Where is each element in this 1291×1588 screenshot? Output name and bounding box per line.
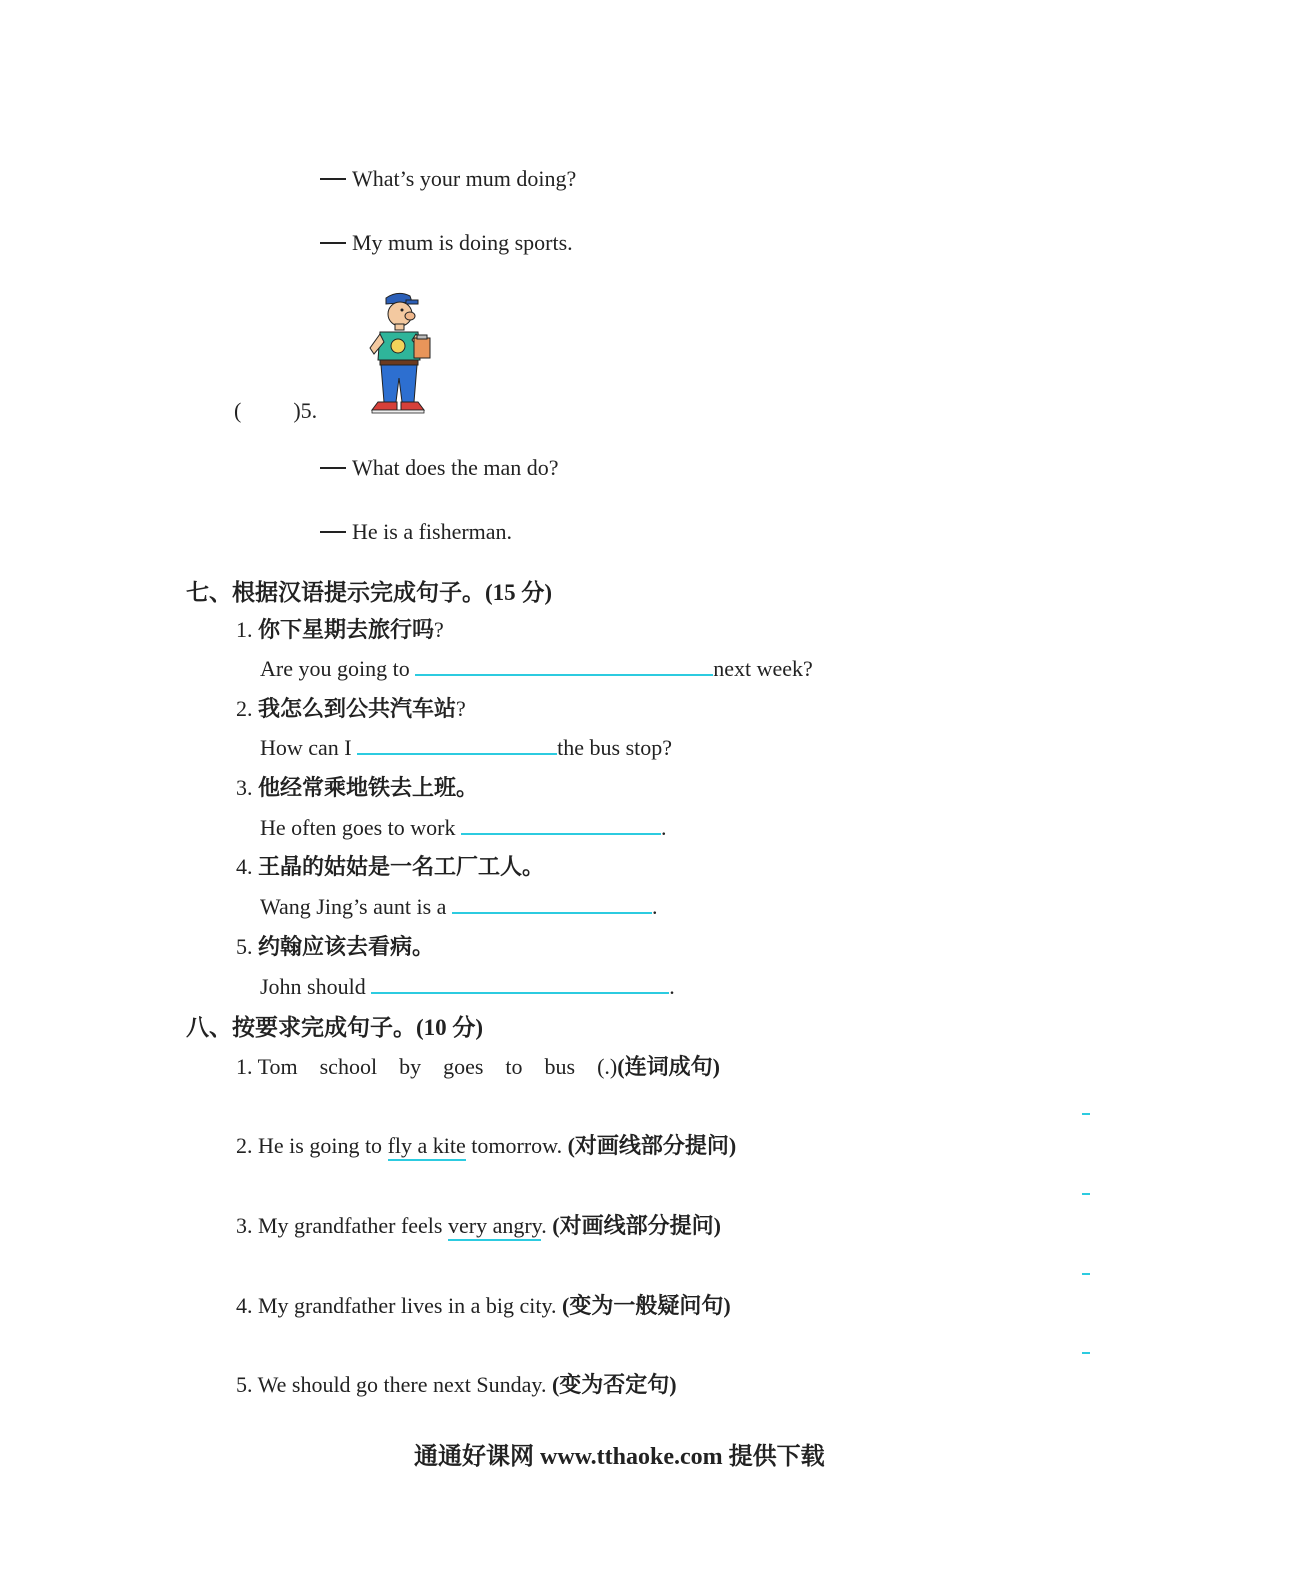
answer-line-marker[interactable] bbox=[1082, 1352, 1090, 1354]
dialog4-question: What’s your mum doing? bbox=[320, 166, 576, 192]
s8-item2: 2. He is going to fly a kite tomorrow. (对画线部分提问) bbox=[236, 1129, 736, 1160]
dash-icon bbox=[320, 531, 346, 533]
s7-item1-answer-blank[interactable] bbox=[415, 652, 713, 676]
s7-item2-answer-blank[interactable] bbox=[357, 731, 557, 755]
answer-line-marker[interactable] bbox=[1082, 1273, 1090, 1275]
s8-item3: 3. My grandfather feels very angry. (对画线部分提问) bbox=[236, 1209, 721, 1240]
section7-title: 七、根据汉语提示完成句子。(15 分) bbox=[186, 580, 553, 605]
s7-item1-english: Are you going to next week? bbox=[260, 652, 813, 682]
dialog4-answer: My mum is doing sports. bbox=[320, 230, 573, 256]
s7-item3-answer-blank[interactable] bbox=[461, 811, 661, 835]
dash-icon bbox=[320, 242, 346, 244]
answer-bracket[interactable]: ( )5. bbox=[234, 398, 318, 423]
s7-item5-english: John should . bbox=[260, 970, 675, 1000]
scramble-word: bus bbox=[544, 1054, 576, 1079]
s7-item5-chinese: 5. 约翰应该去看病。 bbox=[236, 934, 435, 959]
s8-item5: 5. We should go there next Sunday. (变为否定句) bbox=[236, 1372, 677, 1397]
man-with-clipboard-illustration bbox=[360, 290, 436, 416]
item5-answer: He is a fisherman. bbox=[320, 519, 512, 545]
s7-item4-answer-blank[interactable] bbox=[452, 890, 652, 914]
scramble-word: goes bbox=[443, 1054, 484, 1079]
dash-icon bbox=[320, 178, 346, 180]
s8-item4: 4. My grandfather lives in a big city. (变为一般疑问句) bbox=[236, 1293, 731, 1318]
s7-item2-chinese: 2. 我怎么到公共汽车站? bbox=[236, 696, 466, 721]
underlined-phrase: fly a kite bbox=[388, 1133, 466, 1161]
section8-title: 八、按要求完成句子。(10 分) bbox=[186, 1015, 484, 1040]
s7-item4-chinese: 4. 王晶的姑姑是一名工厂工人。 bbox=[236, 854, 545, 879]
s7-item3-chinese: 3. 他经常乘地铁去上班。 bbox=[236, 775, 479, 800]
scramble-word: to bbox=[505, 1054, 523, 1079]
underlined-phrase: very angry bbox=[448, 1213, 541, 1241]
s7-item2-english: How can I the bus stop? bbox=[260, 731, 672, 761]
footer-download-note: 通通好课网 www.tthaoke.com 提供下载 bbox=[414, 1444, 825, 1470]
s7-item3-english: He often goes to work . bbox=[260, 811, 667, 841]
s7-item4-english: Wang Jing’s aunt is a . bbox=[260, 890, 657, 920]
s8-item1: 1. Tom school by goes to bus (.)(连词成句) bbox=[236, 1054, 720, 1079]
s7-item5-answer-blank[interactable] bbox=[371, 970, 669, 994]
item5-question: What does the man do? bbox=[320, 455, 559, 481]
scramble-word: Tom bbox=[257, 1054, 298, 1079]
answer-line-marker[interactable] bbox=[1082, 1113, 1090, 1115]
scramble-word: by bbox=[399, 1054, 422, 1079]
s7-item1-chinese: 1. 你下星期去旅行吗? bbox=[236, 617, 444, 642]
dash-icon bbox=[320, 467, 346, 469]
scramble-word: school bbox=[319, 1054, 378, 1079]
answer-line-marker[interactable] bbox=[1082, 1193, 1090, 1195]
